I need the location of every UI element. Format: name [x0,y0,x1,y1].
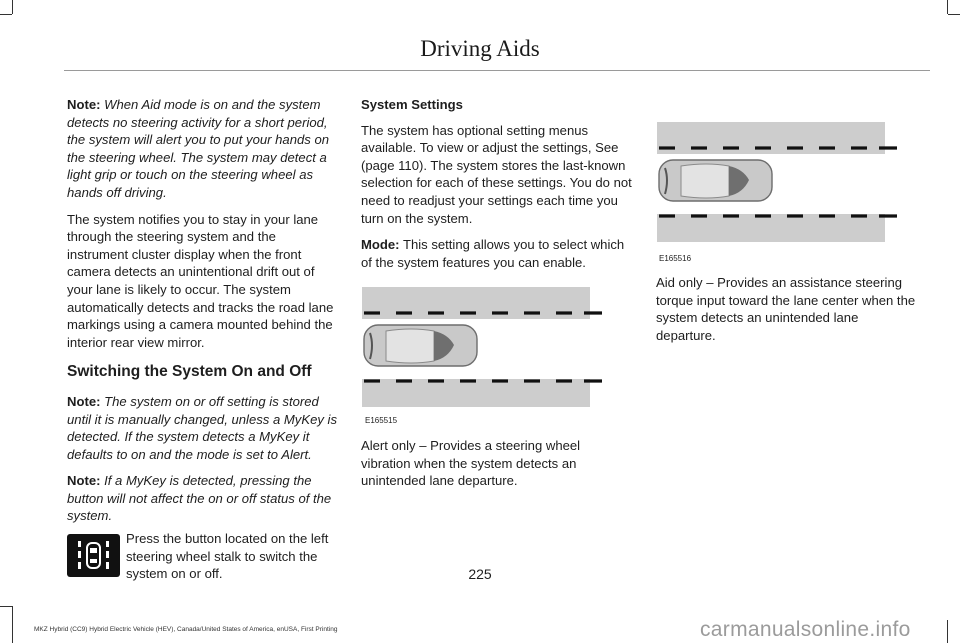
note-mykey [67,472,337,525]
car-top-view-icon [659,160,772,201]
crop-mark [947,620,948,643]
heading-system-settings: System Settings [361,97,463,112]
note-label: Note: [67,393,101,409]
crop-mark [947,0,948,14]
note-stored-setting [67,393,337,463]
mode-label: Mode: [361,237,400,253]
paragraph-notification: The system notifies you to stay in your lane through the steering system and the instrument cluster display when the front camera detects an unintentional drift out of your lane is likely to occur. The system automatically detects and tracks the road lane markings using a camera mounted behind the interior rear view mirror. [67,211,334,350]
watermark: carmanualsonline.info [700,618,911,641]
column-right [656,274,921,353]
alert-only-description [361,437,633,499]
paragraph-alert-only: Alert only – Provides a steering wheel vibration when the system detects an unintended lane departure. [361,438,581,489]
crop-mark [0,606,12,607]
footer-text: MKZ Hybrid (CC9) Hybrid Electric Vehicle (HEV), Canada/United States of America, enUSA, First Printing [34,626,338,633]
figure-id-label: E165515 [365,416,398,425]
button-instruction-text: Press the button located on the left steering wheel stalk to switch the system on or off. [126,531,329,582]
mode-text: This setting allows you to select which of the system features you can enable. [361,237,625,270]
column-left [67,96,337,594]
note-text: When Aid mode is on and the system detects no steering activity for a short period, the system will alert you to put your hands on the steering wheel. The system may detect a light grip or touch on the steering wheel as hands off driving. [67,97,330,200]
figure-id-label: E165516 [659,254,692,263]
page-number: 225 [468,566,492,582]
paragraph-settings: The system has optional setting menus available. To view or adjust the settings, See (page 110). The system stores the last-known selection for each of these settings. You do not need to readjust your settings each time you turn on the system. [361,122,632,226]
figure-alert-only [362,287,607,407]
crop-mark [948,14,960,15]
figure-aid-only [657,122,902,242]
section-title: Driving Aids [420,36,540,61]
note-hands-off [67,96,337,202]
header-rule [64,70,930,71]
note-label: Note: [67,473,101,489]
note-text: The system on or off setting is stored until it is manually changed, unless a MyKey is detected. If the system detects a MyKey it defaults to on and the mode is set to Alert. [67,393,338,462]
crop-mark [12,0,13,14]
column-middle [361,96,633,280]
car-top-view-icon [364,325,477,366]
crop-mark [12,606,13,643]
button-instruction [67,531,337,594]
note-label: Note: [67,97,101,112]
subheading-switching: Switching the System On and Off [67,363,312,381]
paragraph-mode [361,236,633,271]
paragraph-aid-only: Aid only – Provides an assistance steering torque input toward the lane center when the system detects an unintended lane departure. [656,275,916,343]
note-text: If a MyKey is detected, pressing the button will not affect the on or off status of the system. [67,473,332,524]
crop-mark [0,14,12,15]
